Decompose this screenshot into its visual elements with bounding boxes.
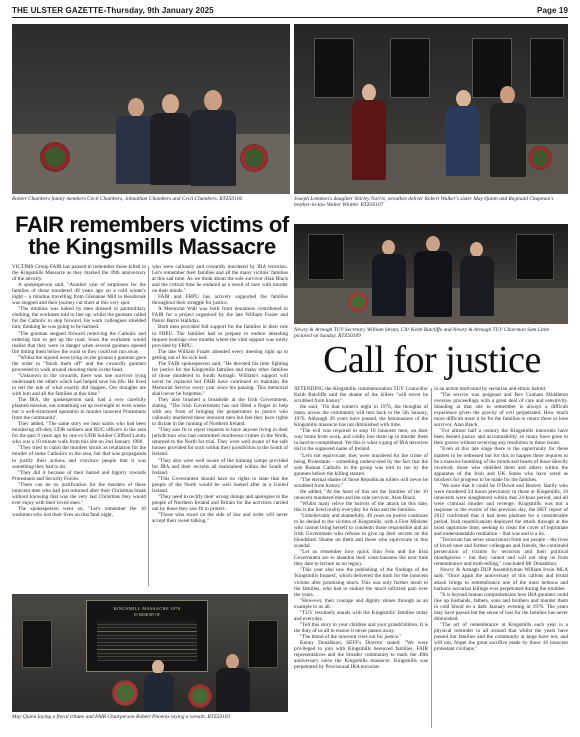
article1-para: "Those who stood on the side of law and order will never accept their sweet talking." (152, 511, 288, 524)
article1-para: FAIR and FRPU has actively supported the families throughout their struggle for justice. (152, 294, 288, 307)
article2-para: "It is beyond human comprehension how IRA gunmen could line up husbands, fathers, sons and brothers and murder them in cold blood on a dark January evening in 1976. The years may have passed but the sense of loss for the families has never diminished. (434, 591, 568, 622)
column-rule (148, 266, 149, 586)
article2-para: Kenny Donaldson, SEFF's Director stated: "We were privileged to join with Kingsmills bereaved families, FAIR representatives and the broader community to mark the 49th anniversary since the Kingsmills massacre. Kingsmills was perpetrated by Provisional IRA terrorists (294, 639, 428, 671)
article2-para: "TUV resolutely stands with the Kingsmills' families today and everyday. (294, 609, 428, 622)
page-number: Page 19 (537, 6, 568, 15)
article1-para: "They did it because of their hatred and bigotry towards Protestants and Security Forces. (12, 469, 146, 482)
photo-chambers-family (12, 24, 290, 194)
article2-column2 (434, 386, 568, 730)
article1-para: "The minibus was halted by men dressed in paramilitary clothing, the workmen told to line up; whilst the gunman called for the Catholic to step forward, his work colleagues shielded him, thinking he was going to be harmed. (12, 306, 146, 331)
article1-para: The FAIR spokesperson said, "He devoted his time fighting for justice for the Kingsmills families and many other families of those murdered in South Armagh. William's support will never be replaced but FAIR have continued to maintain the Memorial Service every year since his passing. This memorial shall never be forgotten." (152, 360, 288, 397)
caption-top-left: Robert Chambers family members Cecil Chambers, Johnathan Chambers and Cecil Chambers. RTZ50106 (12, 196, 243, 202)
article2-para: He added, "At the heart of this are the families of the 10 innocent murdered men and the sole survivor, Alan Black. (294, 488, 428, 501)
article1-para: "This Government should have no rights to state that the people of the North would be well looked after in a United Ireland. (152, 475, 288, 494)
article1-para: who were callously and cowardly murdered by IRA terrorists. Let's remember their families and all the many victims' families at this sad time. As we think about the sole survivor Alan Black and the critical time he endured as a result of men with murder on their minds." (152, 264, 288, 295)
caption-bottom-left: May Quinn laying a floral tribute and FAIR Chairperson Robert Phoenix laying a wreath. RTZ50103 (12, 714, 231, 720)
article1-para: "The gunman stepped forward removing the Catholic and ordering him to get up the road. Soon the workmen would realise that they were in danger when several gunmen opened fire hitting them below the waist so they could not run away. (12, 330, 146, 355)
article2-para: "The act of remembrance at Kingsmills each year is a physical reminder to all around that whilst the years have passed but families and the community at large have not, and will not, forget the great sacrifice made by those 10 innocent protestant civilians." (434, 621, 568, 653)
plaque-title: KINGSMILL MASSACRE 1976 (113, 606, 181, 611)
article1-para: The late William Frazer attended every meeting right up to getting out of his sick bed. (152, 348, 288, 361)
article2-para: "However, their courage and dignity shines through as an example to us all. (294, 597, 428, 610)
article1-para: "They also were well aware of the training camps provided for IRA and their recruits all maintained within the South of Ireland. (152, 457, 288, 476)
article1-para: Both men provided full support for the families in their role in FRPU. The families had to prepare to endure attending Inquest hearings over months where the vital support was solely provided by FRPU. (152, 324, 288, 349)
article1-column1 (12, 264, 146, 590)
masthead (12, 4, 568, 18)
article1-para: VICTIMS Group FAIR has paused to remember those killed in the Kingsmills Massacre as they marked the 49th anniversary of the atrocity. (12, 264, 146, 283)
article1-para: A Memorial Wall was built from donations contributed to FAIR for a project organised by the late William Frazer and Pastor Barrie Halliday. (152, 306, 288, 325)
article2-para: "Terrorism has never stood much from our people – the lives of loved ones and former colleagues and friends, the continued persecution of victims by terrorists and their political mouthpieces – but they cannot and will not stop us from remembrance and truth-telling," concluded Mr Donaldson. (434, 537, 568, 568)
headline-call-for-justice: Call for justice (323, 339, 541, 381)
article2-para: He said, "On that winter's night in 1976, the thoughts of many across the community will turn back to the 5th January, 1976. Although 49 years have passed, the heinousness of the Kingsmills massacre has not diminished with time. (294, 404, 428, 429)
article1-para: The spokesperson went on, "Let's remember the 10 workmen who lost their lives on that fatal night, (12, 505, 146, 518)
article2-para: "We note that it could be O'Dowd and Reavey family who were murdered 24 hours previously to those at Kingsmills, 16 innocents were slaughtered within that 24-hour period, and all were criminal murder and revenge. Kingsmills was not a response to the events of the previous day, the HET report of 2012 confirmed that it had been planned for a considerable period, Irish republicanism deployed the attack through at the most opportune time, seeking to clean the cover of legitimate and understandable retaliation – that was and is a lie. (434, 482, 568, 538)
article1-para: "Unknown to the cowards, there was one survivor lying underneath the others which had helped save his life. He lived to tell the tale of what exactly did happen. Our thoughts are with him and all the families at this time." (12, 372, 146, 397)
article1-para: They also brushed a broadside at the Irish Government, stating, "The Irish Government has not lifted a finger to help with any form of bringing the perpetrators to justice who callously murdered these innocent men but feel they have rights to dictate in the running of Northern Ireland. (152, 397, 288, 428)
article1-para: "They saw fit to reject requests to have anyone living in their jurisdiction who had committed murderous crimes in the North, returned to the North for trial. They were well aware of the safe houses provided for such within their jurisdiction in the South of Ireland. (152, 427, 288, 458)
article1-para: "Whilst the injured were lying on the ground a gunman gave the order to "finish them off" and the cowardly gunmen proceeded to walk around shooting them in the head. (12, 354, 146, 373)
caption-top-right: Joseph Lemmon's daughter Shirley Norris, wreathes deliver Robert Walker's sister May Quinn and Reginald Chapman's brother-in-law Walter Whittle. RTZ50107 (294, 196, 554, 209)
article2-para: Newry & Armagh DUP Assemblyman William Irwin MLA said: "Once again the anniversary of this callous and brutal attack brings to remembrance one of the most heinous and barbaric sectarian killings ever perpetrated during the troubles. (434, 567, 568, 592)
article2-para: "Let's not equivocate, they were murdered for the crime of being Protestants – something underscored by the fact that the sole Roman Catholic in the group was told to run by the gunmen before the killing started. (294, 452, 428, 477)
article2-para: "The eternal shame of those Republican killers will never be scrubbed from history." (294, 476, 428, 489)
article2-para: in an action motivated by sectarian and ethnic hatred. (434, 386, 547, 392)
article1-column2 (152, 264, 288, 590)
photo-memorial-wall (294, 24, 568, 194)
article1-para: The IRA, the spokesperson said, had a very carefully planned mission, not something set up overnight or even weeks but 'a well-structured operation to murder innocent Protestants from the community'. (12, 397, 146, 422)
article1-para: A spokesperson said, "Another year of emptiness for the families of those murdered 49 years ago on a cold winter's night – a minibus travelling from Glenanne Mill to Bessbrook was stopped and their journey cut short at this very spot. (12, 282, 146, 307)
article2-para: "Unbelievably and shamefully, 49 years on justice continues to be denied to the victims of Kingsmills, with a First Minister who cannot bring herself to condemn those responsible and an Irish Government who refuses to give up their secrets on the bloodshed. Shame on them and those who equivocate in this scandal. (294, 512, 428, 550)
article2-para: "The evil was required to stop 10 innocent men, on their way home from work, and coldly line them up to murder them in hard-to-comprehend. Yet this is what a gang of IRA terrorists did in the supposed name of Ireland. (294, 428, 428, 453)
plaque-text: IN MEMORY OF (133, 613, 161, 617)
paper-title: THE ULSTER GAZETTE-Thursday, 9th January 2025 (12, 6, 214, 15)
article2-para: "For almost half a century the Kingsmills innocents have been denied justice and accountability, so many have gone to their graves without receiving any resolution to these issues. (434, 428, 568, 447)
article2-column1 (294, 386, 428, 730)
article2-para: "The service was poignant and Rev Graham Middleton oversaw proceedings with a great deal of care and sensitivity. Standing at that site to remember is always a difficult experience given the gravity of evil perpetrated. How much more difficult must it be for the families to return there or lone survivor, Alan Black. (434, 392, 568, 429)
caption-mid-right: Newry & Armagh TUV Secretary William Strain, Cllr Keith Ratcliffe and Newry & Armagh TUV Chairman Sam Little pictured on Sunday. RTZ50109 (294, 327, 550, 340)
article2-para: "This year also saw the publishing of the findings of the 'Kingsmills Inquest', which delivered the truth for the innocent victims after promising much. This was only further insult to the families, who had to endure the much inflicted pain over the years. (294, 567, 428, 598)
article2-para: "The blood of the innocent cries out for justice." (300, 633, 402, 640)
article1-para: "There can be no justification for the murders of these innocent men who had just returned after their Christmas break without knowing that was the very last Christmas they would ever enjoy with their loved ones." (12, 481, 146, 506)
column-rule (431, 388, 432, 728)
article2-para: "Even at this late stage there is the opportunity for these matters to be redressed but for this to happen there requires to be a massive humbling of the minds and hearts of those directly involved, those who shielded them and others within the apparatus of the Irish and UK States who have acted as blockers for progress to be made for the families. (434, 446, 568, 483)
article1-para: "They need to rectify their wrong doings and apologise to the people of Northern Ireland and Britain for the activities carried out by those they saw fit to protect. (152, 493, 288, 512)
headline-fair: FAIR remembers victims of the Kingsmills Massacre (15, 212, 289, 259)
article1-para: They added, "The same story we hear saints who had been murdering off-duty UDR soldiers and RUC officers in the area for the past 9 years ago by one ex-UDR Soldier Clifford Lundy who was a 10 minute walk from this site on 2nd January 1980. (12, 421, 146, 446)
article2-para: "Let us remember how quick Sinn Fein and the Irish Government are to abandon their consciousness the next time they dare to lecture us on legacy. (294, 549, 428, 568)
photo-tuv-representatives (294, 224, 568, 324)
photo-wreath-laying (12, 594, 288, 712)
article2-para: ATTENDING the Kingsmills commemoration TUV Councillor Keith Ratcliffe said the shame of the killers "will never be scrubbed from history". (294, 386, 428, 405)
article1-para: "They tried to claim the murders struck as retaliation for the murder of some Catholics in the area, but that was propaganda to justify their actions and convince people that it was something they had to do. (12, 445, 146, 470)
article2-para: "Tell this story to your children and your grandchildren. It is the duty of us all to ensure it never passes away. (294, 621, 428, 634)
article2-para: "Whilst many relive the horrors of the attack on this date, this is the lived reality everyday for Alan and the families. (294, 500, 428, 513)
